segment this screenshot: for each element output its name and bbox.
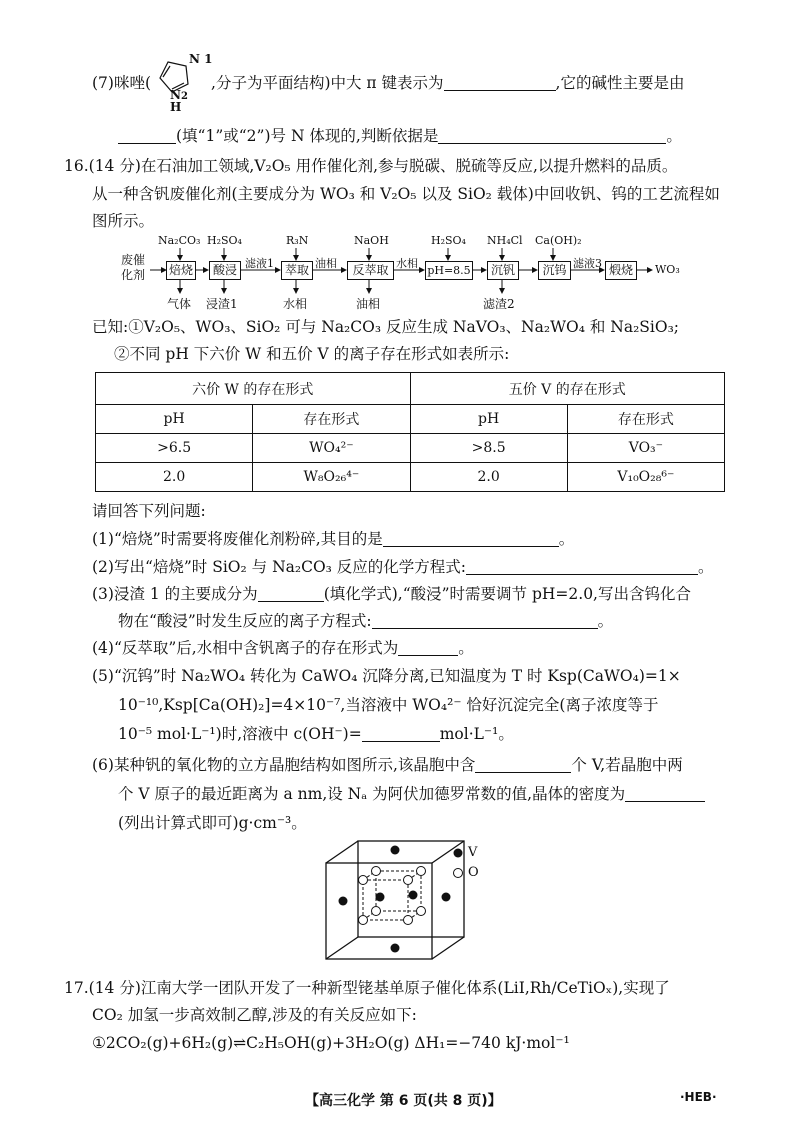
q16-known2: ②不同 pH 下六价 W 和五价 V 的离子存在形式如表所示: — [114, 345, 510, 363]
q16-part5-line1: (5)“沉钨”时 Na₂WO₄ 转化为 CaWO₄ 沉降分离,已知温度为 T 时 Ksp(CaWO₄)=1× — [92, 667, 681, 685]
table-cell: 2.0 — [96, 463, 253, 492]
q16-intro3: 图所示。 — [92, 212, 155, 230]
q7-text-a: (7)咪唑( — [92, 74, 152, 92]
q7-text-c: ,它的碱性主要是由 — [555, 74, 685, 92]
q16-part1: (1)“焙烧”时需要将废催化剂粉碎,其目的是 。 — [92, 530, 575, 548]
q16-part3-line1: (3)浸渣 1 的主要成分为 (填化学式),“酸浸”时需要调节 pH=2.0,写出含钨化合 — [92, 585, 691, 603]
q16-part3-line2: 物在“酸浸”时发生反应的离子方程式: 。 — [118, 612, 614, 630]
ion-forms-table — [95, 372, 725, 492]
table-cell: >6.5 — [96, 434, 253, 463]
reagent-4: NaOH — [354, 234, 389, 247]
legend-v-dot-icon — [452, 847, 464, 859]
process-flowchart — [0, 0, 800, 330]
flowchart-arrows — [0, 0, 800, 330]
reagent-6: NH₄Cl — [487, 234, 523, 247]
table-cell: W₈O₂₆⁴⁻ — [253, 463, 410, 492]
q17-line3: ①2CO₂(g)+6H₂(g)⇌C₂H₅OH(g)+3H₂O(g) ΔH₁=−740 kJ·mol⁻¹ — [92, 1034, 570, 1052]
flow-product: WO₃ — [655, 263, 680, 276]
page-footer: 【高三化学 第 6 页(共 8 页)】 — [305, 1093, 502, 1109]
q16-part4: (4)“反萃取”后,水相中含钒离子的存在形式为 。 — [92, 639, 474, 657]
table-head-v: 五价 V 的存在形式 — [410, 373, 725, 405]
reagent-3: R₃N — [286, 234, 309, 247]
q16-part2: (2)写出“焙烧”时 SiO₂ 与 Na₂CO₃ 反应的化学方程式: 。 — [92, 558, 714, 576]
answer-blank-6a[interactable] — [475, 756, 571, 773]
reagent-5: H₂SO₄ — [431, 234, 466, 247]
imidazole-n1: N 1 — [189, 52, 213, 66]
step-precip-w: 沉钨 — [538, 261, 571, 280]
imidazole-n2: N2 — [170, 88, 188, 102]
arrow-label-2: 油相 — [315, 257, 337, 270]
answer-blank-4[interactable] — [398, 639, 458, 656]
table-cell: >8.5 — [410, 434, 567, 463]
crystal-cell-diagram — [318, 835, 493, 970]
step-acid-leach: 酸浸 — [209, 261, 241, 280]
output-3: 水相 — [283, 297, 308, 311]
step-precip-v: 沉钒 — [487, 261, 519, 280]
q16-part6-line3: (列出计算式即可)g·cm⁻³。 — [118, 814, 307, 832]
q17-line1: 17.(14 分)江南大学一团队开发了一种新型铑基单原子催化体系(LiI,Rh/CeTiOₓ),实现了 — [64, 979, 670, 997]
answer-blank-3a[interactable] — [258, 585, 324, 602]
q7-text-b: ,分子为平面结构)中大 π 键表示为 — [211, 74, 444, 92]
imidazole-h: H — [170, 100, 182, 114]
table-col-ph-w: pH — [96, 405, 253, 434]
table-cell: V₁₀O₂₈⁶⁻ — [567, 463, 724, 492]
table-cell: WO₄²⁻ — [253, 434, 410, 463]
output-2: 浸渣1 — [206, 297, 238, 311]
answer-blank-5[interactable] — [362, 725, 440, 742]
table-col-form-w: 存在形式 — [253, 405, 410, 434]
table-cell: VO₃⁻ — [567, 434, 724, 463]
q16-header: 16.(14 分)在石油加工领域,V₂O₅ 用作催化剂,参与脱碳、脱硫等反应,以提升燃料的品质。 — [64, 157, 678, 175]
answer-blank-6b[interactable] — [625, 785, 705, 802]
step-extraction: 萃取 — [281, 261, 313, 280]
table-row — [96, 463, 725, 492]
table-col-ph-v: pH — [410, 405, 567, 434]
q16-prompt: 请回答下列问题: — [92, 502, 206, 520]
q16-intro2: 从一种含钒废催化剂(主要成分为 WO₃ 和 V₂O₅ 以及 SiO₂ 载体)中回收钒、钨的工艺流程如 — [92, 185, 720, 203]
arrow-label-4: 滤液3 — [573, 257, 602, 270]
reagent-1: Na₂CO₃ — [158, 234, 201, 247]
reagent-7: Ca(OH)₂ — [535, 234, 582, 247]
arrow-label-3: 水相 — [396, 257, 418, 270]
q17-line2: CO₂ 加氢一步高效制乙醇,涉及的有关反应如下: — [92, 1006, 417, 1024]
arrow-label-1: 滤液1 — [245, 257, 274, 270]
q16-known1: 已知:①V₂O₅、WO₃、SiO₂ 可与 Na₂CO₃ 反应生成 NaVO₃、Na₂WO₄ 和 Na₂SiO₃; — [92, 318, 680, 336]
legend-o: O — [468, 865, 479, 880]
step-back-extraction: 反萃取 — [347, 261, 394, 280]
step-calcination: 煅烧 — [605, 261, 637, 280]
reagent-2: H₂SO₄ — [207, 234, 242, 247]
step-ph: pH=8.5 — [425, 261, 473, 280]
q7-text-d: (填“1”或“2”)号 N 体现的,判断依据是 — [176, 127, 439, 145]
answer-blank-3b[interactable] — [372, 612, 598, 629]
output-4: 油相 — [356, 297, 381, 311]
footer-code: ·HEB· — [680, 1090, 717, 1104]
flow-start: 废催 化剂 — [121, 253, 146, 282]
table-head-w: 六价 W 的存在形式 — [96, 373, 411, 405]
table-row — [96, 434, 725, 463]
q7-line2: (填“1”或“2”)号 N 体现的,判断依据是 。 — [118, 125, 682, 147]
output-1: 气体 — [167, 297, 192, 311]
table-col-form-v: 存在形式 — [567, 405, 724, 434]
table-cell: 2.0 — [410, 463, 567, 492]
q16-part6-line2: 个 V 原子的最近距离为 a nm,设 Nₐ 为阿伏加德罗常数的值,晶体的密度为 — [118, 783, 705, 805]
answer-blank-1[interactable] — [383, 530, 559, 547]
q16-part6-line1: (6)某种钒的氧化物的立方晶胞结构如图所示,该晶胞中含 个 V,若晶胞中两 — [92, 756, 683, 774]
output-5: 滤渣2 — [483, 297, 515, 311]
answer-blank-2[interactable] — [466, 558, 698, 575]
legend-v: V — [468, 845, 478, 860]
q16-part5-line2: 10⁻¹⁰,Ksp[Ca(OH)₂]=4×10⁻⁷,当溶液中 WO₄²⁻ 恰好沉淀完全(离子浓度等于 — [118, 696, 659, 714]
legend-o-circle-icon — [452, 867, 464, 879]
step-roasting: 焙烧 — [166, 261, 196, 280]
q16-part5-line3: 10⁻⁵ mol·L⁻¹)时,溶液中 c(OH⁻)= mol·L⁻¹。 — [118, 725, 514, 743]
